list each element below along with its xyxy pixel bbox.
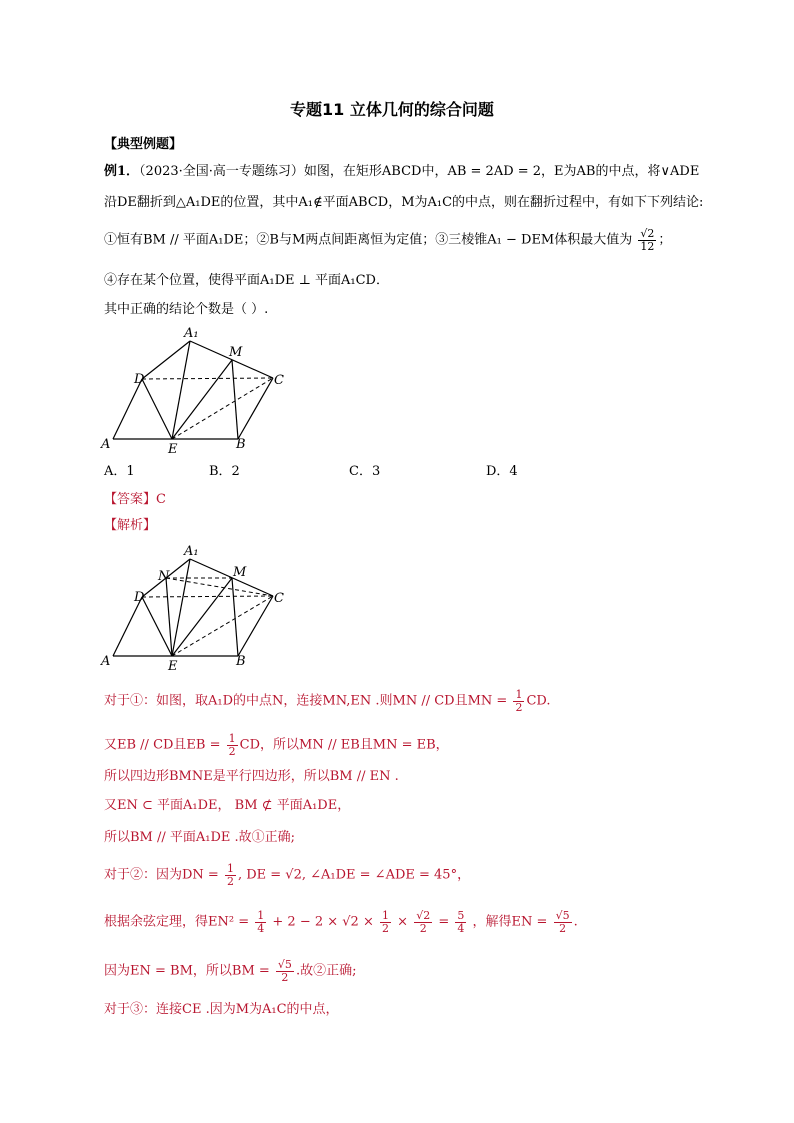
label-D: D bbox=[134, 372, 145, 387]
solution-line-3: 所以四边形BMNE是平行四边形，所以BM // EN . bbox=[104, 769, 399, 784]
example-line-3: ①恒有BM // 平面A₁DE；②B与M两点间距离恒为定值；③三棱锥A₁ − DEM体积最大值为 $\frac{√2}{12}$ ； bbox=[104, 227, 672, 253]
solution-line-5: 所以BM // 平面A₁DE .故①正确; bbox=[104, 830, 296, 845]
fraction: $\frac{5}{4}$ bbox=[457, 909, 465, 935]
section-heading: 【典型例题】 bbox=[104, 137, 183, 152]
fraction: $\frac{1}{4}$ bbox=[257, 909, 265, 935]
solution-line-6: 对于②：因为DN = $\frac{1}{2}$ , DE = √2, ∠A₁DE = ∠ADE = 45°， bbox=[104, 862, 471, 888]
example-question: 其中正确的结论个数是（ ）. bbox=[104, 302, 269, 317]
fraction: $\frac{√2}{2}$ bbox=[416, 909, 431, 935]
example-line-1-text: （2023·全国·高一专题练习）如图，在矩形ABCD中，AB = 2AD = 2，E为AB的中点，将∨ADE bbox=[139, 164, 700, 179]
solution-line-2: 又EB // CD且EB = $\frac{1}{2}$ CD，所以MN // EB且MN = EB， bbox=[104, 732, 449, 758]
option-d: D．4 bbox=[486, 464, 518, 479]
solution-line-7: 根据余弦定理，得EN² = $\frac{1}{4}$ + 2 − 2 × √2 × $\frac{1}{2}$ × $\frac{√2}{2}$ = $\frac{5}{4}$ ，解得EN = $\frac{√5}{2}$ . bbox=[104, 909, 578, 935]
label-B: B bbox=[236, 437, 246, 452]
option-c: C．3 bbox=[349, 464, 381, 479]
analysis-heading: 【解析】 bbox=[104, 518, 157, 533]
fraction: $\frac{1}{2}$ bbox=[226, 862, 234, 888]
label-A1: A₁ bbox=[184, 544, 199, 559]
fraction: $\frac{1}{2}$ bbox=[515, 688, 523, 714]
label-B: B bbox=[236, 654, 246, 669]
label-A: A bbox=[101, 654, 111, 669]
example-label: 例1． bbox=[104, 164, 140, 179]
fraction: $\frac{1}{2}$ bbox=[382, 909, 389, 935]
label-A: A bbox=[101, 437, 111, 452]
example-line-2: 沿DE翻折到△A₁DE的位置，其中A₁∉平面ABCD，M为A₁C的中点，则在翻折过程中，有如下下列结论: bbox=[104, 195, 704, 210]
option-b: B．2 bbox=[209, 464, 240, 479]
fraction: $\frac{√2}{12}$ bbox=[640, 227, 655, 253]
label-N: N bbox=[158, 569, 170, 584]
fraction: $\frac{√5}{2}$ bbox=[277, 958, 292, 984]
label-E: E bbox=[168, 442, 178, 457]
page-title: 专题11 立体几何的综合问题 bbox=[290, 100, 494, 119]
label-C: C bbox=[274, 591, 284, 606]
label-M: M bbox=[233, 565, 247, 580]
figure-fold-diagram bbox=[96, 324, 296, 458]
label-D: D bbox=[134, 590, 145, 605]
solution-line-4: 又EN ⊂ 平面A₁DE， BM ⊄ 平面A₁DE， bbox=[104, 798, 351, 813]
label-C: C bbox=[274, 373, 284, 388]
fraction: $\frac{√5}{2}$ bbox=[555, 909, 570, 935]
label-E: E bbox=[168, 659, 178, 673]
figure-analysis-diagram bbox=[96, 543, 296, 673]
fraction: $\frac{1}{2}$ bbox=[228, 732, 236, 758]
example-line-3-text: ①恒有BM // 平面A₁DE；②B与M两点间距离恒为定值；③三棱锥A₁ − DEM体积最大值为 bbox=[104, 232, 633, 248]
example-line-1 bbox=[104, 165, 699, 179]
solution-line-9: 对于③：连接CE .因为M为A₁C的中点， bbox=[104, 1002, 339, 1017]
solution-line-1: 对于①：如图，取A₁D的中点N，连接MN,EN .则MN // CD且MN = $\frac{1}{2}$ CD. bbox=[104, 688, 551, 714]
solution-line-8: 因为EN = BM，所以BM = $\frac{√5}{2}$ .故②正确; bbox=[104, 958, 357, 984]
label-A1: A₁ bbox=[184, 326, 199, 341]
label-M: M bbox=[229, 345, 243, 360]
example-line-4: ④存在某个位置，使得平面A₁DE ⊥ 平面A₁CD． bbox=[104, 273, 389, 288]
answer: 【答案】C bbox=[104, 492, 166, 507]
option-a: A．1 bbox=[104, 464, 135, 479]
